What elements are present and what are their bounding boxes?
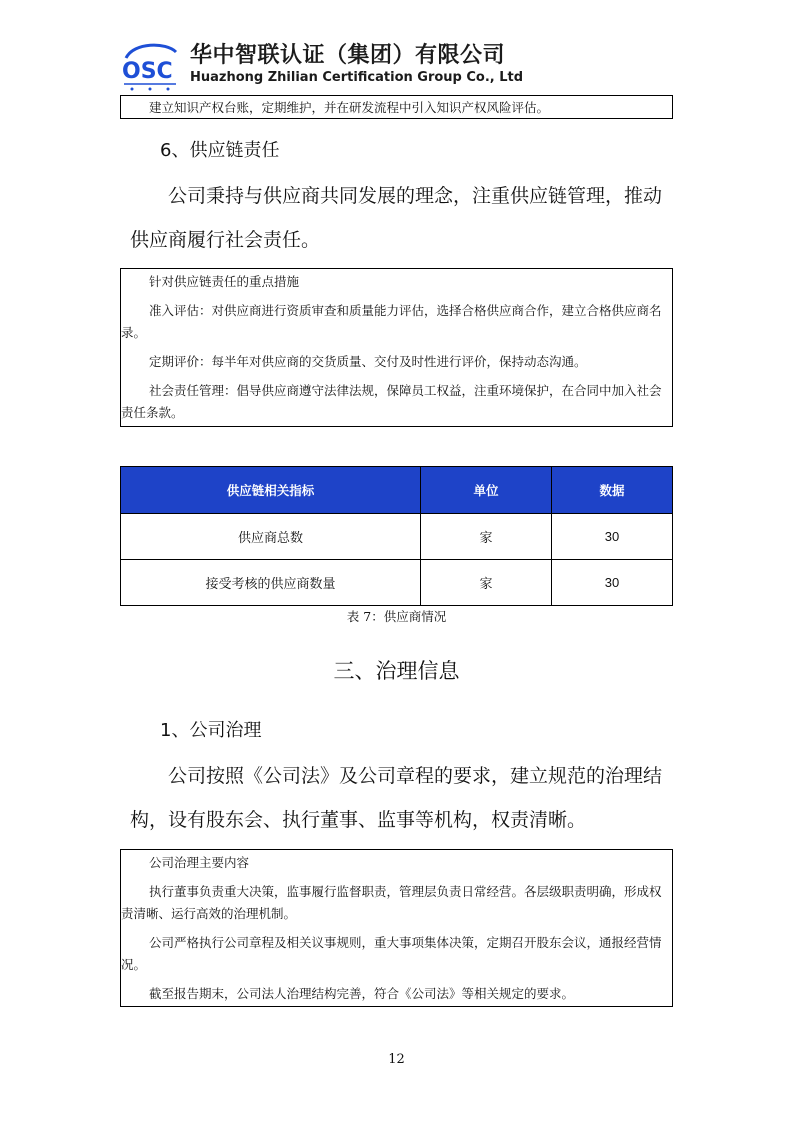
measures-box-title: 针对供应链责任的重点措施 [149,274,300,289]
table-header-row [121,467,673,514]
governance-item: 执行董事负责重大决策，监事履行监督职责，管理层负责日常经营。各层级职责明确，形成权责清晰、运行高效的治理机制。 [121,884,662,921]
table-cell: 家 [421,514,552,560]
svg-text:OSC: OSC [122,59,173,84]
supply-chain-measures-box [120,268,673,427]
measure-item: 社会责任管理：倡导供应商遵守法律法规，保障员工权益，注重环境保护，在合同中加入社会责任条款。 [121,383,662,420]
table-row [121,560,673,606]
governance-paragraph: 公司按照《公司法》及公司章程的要求，建立规范的治理结构，设有股东会、执行董事、监事等机构，权责清晰。 [130,765,663,831]
supplier-table [120,466,673,606]
measure-item: 准入评估：对供应商进行资质审查和质量能力评估，选择合格供应商合作，建立合格供应商名录。 [121,303,662,340]
table-cell: 接受考核的供应商数量 [121,560,421,606]
column-header: 供应链相关指标 [121,467,421,514]
supply-chain-paragraph: 公司秉持与供应商共同发展的理念，注重供应链管理，推动供应商履行社会责任。 [130,185,663,251]
table-caption: 表 7：供应商情况 [346,609,447,624]
table-cell: 30 [552,560,673,606]
governance-content-box [120,849,673,1007]
section-heading-governance: 三、治理信息 [333,659,460,683]
section-heading-supply-chain: 6、供应链责任 [160,140,280,161]
table-cell: 供应商总数 [121,514,421,560]
company-name-en: Huazhong Zhilian Certification Group Co., Ltd [190,70,524,85]
section-heading-corporate-governance: 1、公司治理 [160,720,262,741]
page-number: 12 [388,1052,405,1067]
column-header: 数据 [552,467,673,514]
measure-item: 定期评价：每半年对供应商的交货质量、交付及时性进行评价，保持动态沟通。 [149,354,587,369]
governance-item: 公司严格执行公司章程及相关议事规则，重大事项集体决策，定期召开股东会议，通报经营情况。 [121,935,662,972]
company-logo [120,36,180,92]
company-name-cn: 华中智联认证（集团）有限公司 [190,43,506,68]
table-row [121,514,673,560]
table-cell: 30 [552,514,673,560]
governance-box-title: 公司治理主要内容 [149,855,250,870]
column-header: 单位 [421,467,552,514]
top-text-box [120,95,673,119]
governance-item: 截至报告期末，公司法人治理结构完善，符合《公司法》等相关规定的要求。 [149,986,575,1001]
top-box-text: 建立知识产权台账，定期维护，并在研发流程中引入知识产权风险评估。 [149,100,550,115]
page-header [120,32,675,94]
table-cell: 家 [421,560,552,606]
